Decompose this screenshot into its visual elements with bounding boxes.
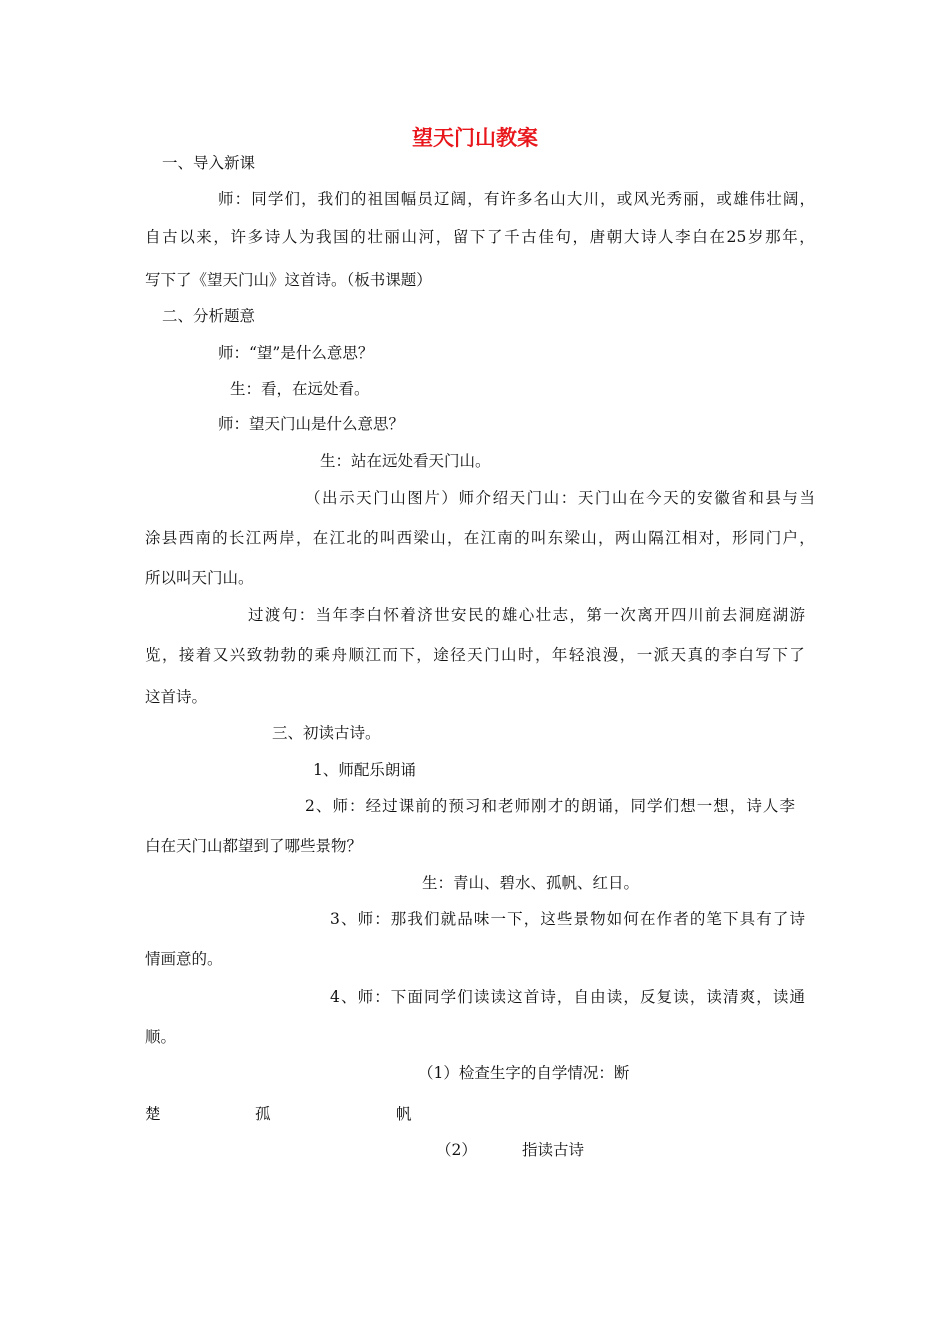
new-character: 孤 (255, 1105, 271, 1123)
step-4-line-2: 顺。 (145, 1028, 177, 1046)
step-3-line-2: 情画意的。 (145, 950, 223, 968)
step-2-answer: 生：青山、碧水、孤帆、红日。 (422, 874, 640, 892)
tianmen-intro-line-3: 所以叫天门山。 (145, 569, 254, 587)
student-answer-2: 生：站在远处看天门山。 (320, 452, 491, 470)
tianmen-intro-line-2: 涂县西南的长江两岸，在江北的叫西梁山，在江南的叫东梁山，两山隔江相对，形同门户， (145, 529, 815, 547)
section-heading-analysis: 二、分析题意 (162, 307, 256, 325)
teacher-question-1: 师：“望”是什么意思？ (218, 344, 374, 362)
step-2-line-2: 白在天门山都望到了哪些景物？ (145, 837, 363, 855)
section-heading-intro: 一、导入新课 (162, 154, 256, 172)
sub-step-2-text: 指读古诗 (522, 1141, 585, 1159)
sub-step-2-number: （2） (436, 1141, 477, 1159)
new-character: 帆 (396, 1105, 412, 1123)
step-2-line-1: 2、师：经过课前的预习和老师刚才的朗诵，同学们想一想，诗人李 (305, 797, 795, 815)
sub-step-1: （1）检查生字的自学情况：断 (418, 1064, 630, 1082)
transition-line-2: 览，接着又兴致勃勃的乘舟顺江而下，途径天门山时，年轻浪漫，一派天真的李白写下了 (145, 646, 805, 664)
step-1: 1、师配乐朗诵 (313, 761, 416, 779)
document-title: 望天门山教案 (412, 126, 538, 150)
intro-paragraph-line-3: 写下了《望天门山》这首诗。（板书课题） (145, 271, 432, 289)
step-3-line-1: 3、师：那我们就品味一下，这些景物如何在作者的笔下具有了诗 (330, 910, 805, 928)
section-heading-first-reading: 三、初读古诗。 (272, 724, 381, 742)
transition-line-3: 这首诗。 (145, 688, 208, 706)
new-character: 楚 (145, 1105, 161, 1123)
intro-paragraph-line-2: 自古以来，许多诗人为我国的壮丽山河，留下了千古佳句，唐朝大诗人李白在25岁那年， (145, 228, 815, 246)
intro-paragraph-line-1: 师：同学们，我们的祖国幅员辽阔，有许多名山大川，或风光秀丽，或雄伟壮阔， (218, 190, 815, 208)
student-answer-1: 生：看，在远处看。 (230, 380, 370, 398)
step-4-line-1: 4、师：下面同学们读读这首诗，自由读，反复读，读清爽，读通 (330, 988, 805, 1006)
tianmen-intro-line-1: （出示天门山图片）师介绍天门山：天门山在今天的安徽省和县与当 (305, 489, 815, 507)
teacher-question-2: 师：望天门山是什么意思？ (218, 415, 405, 433)
transition-line-1: 过渡句：当年李白怀着济世安民的雄心壮志，第一次离开四川前去洞庭湖游 (248, 606, 805, 624)
